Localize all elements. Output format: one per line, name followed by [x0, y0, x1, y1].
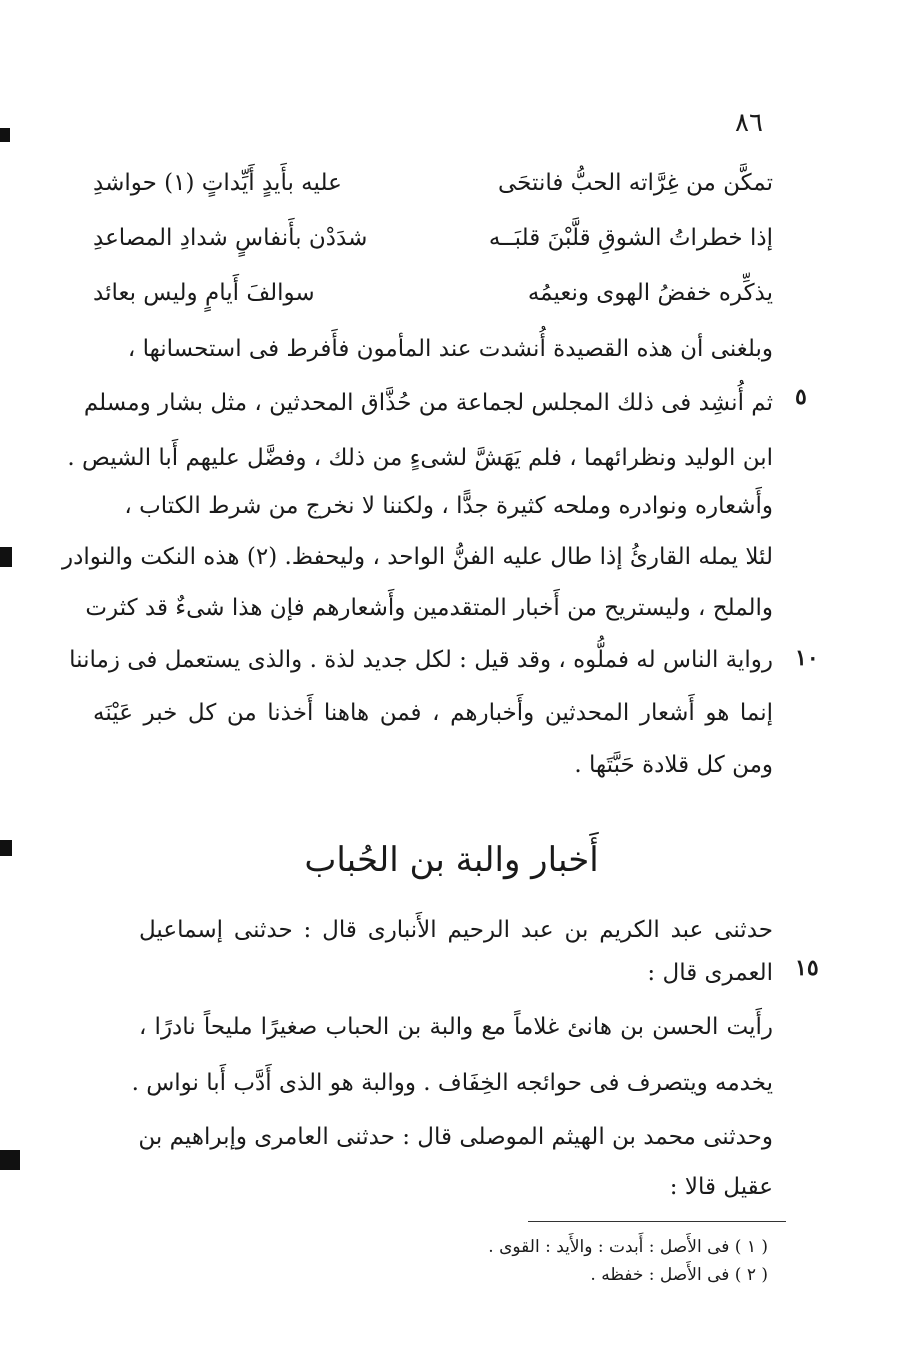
poem-verse-2 [93, 223, 773, 253]
poem-verse-3 [93, 278, 773, 308]
prose-line-9: ومن كل قلادة حَبَّتَها . [574, 752, 773, 778]
poem-verse-1 [93, 168, 773, 198]
footnote-separator [528, 1221, 786, 1222]
verse-2-second-hemistich: شدَدْن بأَنفاسٍ شدادِ المصاعدِ [93, 225, 368, 251]
prose2-line-5: وحدثنى محمد بن الهيثم الموصلى قال : حدثنى العامرى وإبراهيم بن [138, 1124, 773, 1150]
prose-line-1: وبلغنى أن هذه القصيدة أُنشدت عند المأمون فأَفرط فى استحسانها ، [127, 336, 773, 362]
line-number-5: ٥ [795, 384, 807, 410]
scan-edge-mark [0, 840, 12, 856]
prose2-line-1: حدثنى عبد الكريم بن عبد الرحيم الأَنبارى قال : حدثنى إسماعيل [139, 917, 773, 943]
verse-1-first-hemistich: تمكَّن من غِرَّاته الحبُّ فانتحَى [497, 170, 773, 196]
prose-line-2: ثم أُنشِد فى ذلك المجلس لجماعة من حُذَّاق المحدثين ، مثل بشار ومسلم [83, 390, 773, 416]
prose2-line-4: يخدمه ويتصرف فى حوائجه الخِفَاف . ووالبة هو الذى أَدَّب أَبا نواس . [131, 1070, 773, 1096]
prose-line-6: والملح ، وليستريح من أَخبار المتقدمين وأَشعارهم فإن هذا شىءٌ قد كثرت [85, 595, 773, 621]
scan-edge-mark [0, 128, 10, 142]
prose-line-4: وأَشعاره ونوادره وملحه كثيرة جدًّا ، ولكننا لا نخرج من شرط الكتاب ، [124, 493, 773, 519]
prose2-line-3: رأَيت الحسن بن هانئ غلاماً مع والبة بن الحباب صغيرًا مليحاً نادرًا ، [139, 1014, 773, 1040]
prose2-line-2: العمرى قال : [647, 960, 773, 986]
footnote-2: ( ٢ ) فى الأَصل : خفظه . [590, 1265, 768, 1285]
prose-line-8: إنما هو أَشعار المحدثين وأَخبارهم ، فمن هاهنا أَخذنا من كل خبر عَيْنَه [93, 700, 773, 726]
line-number-10: ١٠ [795, 645, 819, 671]
scan-edge-mark [0, 1150, 20, 1170]
page-number: ٨٦ [735, 108, 763, 138]
verse-1-second-hemistich: عليه بأَيدٍ أَيِّداتٍ (١) حواشدِ [93, 170, 342, 196]
prose-line-7: رواية الناس له فملُّوه ، وقد قيل : لكل جديد لذة . والذى يستعمل فى زماننا [69, 647, 773, 673]
verse-3-first-hemistich: يذكِّره خفضُ الهوى ونعيمُه [527, 280, 773, 306]
line-number-15: ١٥ [795, 955, 819, 981]
prose-line-5: لئلا يمله القارئُ إذا طال عليه الفنُّ الواحد ، وليحفظ. (٢) هذه النكت والنوادر [61, 544, 773, 570]
prose2-line-6: عقيل قالا : [669, 1174, 773, 1200]
prose-line-3: ابن الوليد ونظرائهما ، فلم يَهَشَّ لشىءٍ من ذلك ، وفضَّل عليهم أَبا الشيص . [67, 445, 773, 471]
section-title: أَخبار والبة بن الحُباب [304, 840, 599, 880]
verse-2-first-hemistich: إذا خطراتُ الشوقِ قلَّبْنَ قلبَــه [488, 225, 773, 251]
scan-edge-mark [0, 547, 12, 567]
footnote-1: ( ١ ) فى الأَصل : أَبدت : والأَيد : القوى . [488, 1237, 768, 1257]
verse-3-second-hemistich: سوالفَ أَيامٍ وليس بعائد [93, 280, 315, 306]
